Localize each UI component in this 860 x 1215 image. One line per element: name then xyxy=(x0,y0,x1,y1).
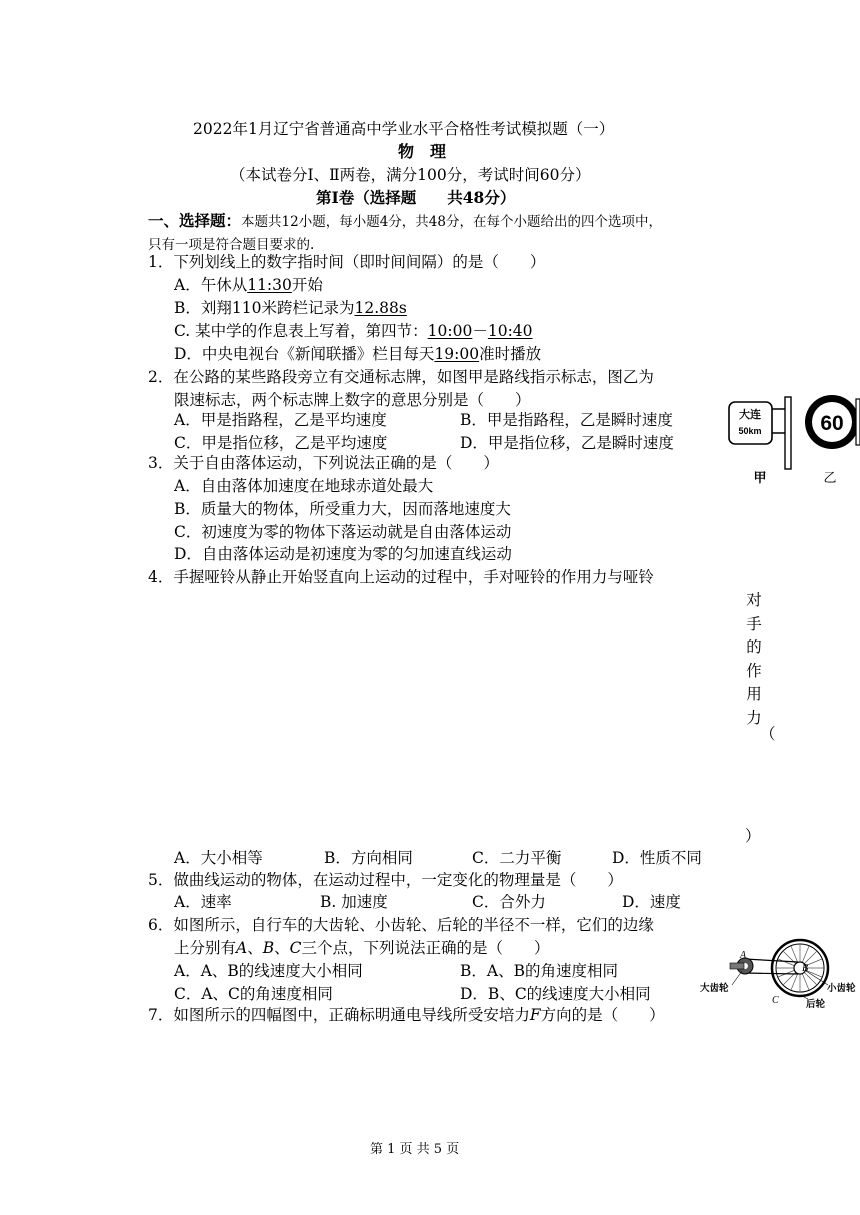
section-heading: 一、选择题： xyxy=(148,211,242,230)
section-instruction-line1 xyxy=(148,210,662,233)
q4-stem: 4．手握哑铃从静止开始竖直向上运动的过程中，手对哑铃的作用力与哑铃 xyxy=(148,568,654,586)
q1-option-d: D．中央电视台《新闻联播》栏目每天19:00准时播放 xyxy=(174,345,542,363)
q5-option-a: A．速率 xyxy=(174,893,232,911)
q6-stem-line1: 6．如图所示，自行车的大齿轮、小齿轮、后轮的半径不一样，它们的边缘 xyxy=(148,916,654,934)
q6-option-c: C．A、C的角速度相同 xyxy=(174,985,333,1003)
q2-option-a: A．甲是指路程，乙是平均速度 xyxy=(174,411,387,429)
q6-stem-line2: 上分别有A、B、C三个点，下列说法正确的是（ ） xyxy=(174,939,550,957)
section-instruction-line2: 只有一项是符合题目要求的. xyxy=(148,237,315,253)
q5-option-c: C．合外力 xyxy=(472,893,546,911)
q3-option-b: B．质量大的物体，所受重力大，因而落地速度大 xyxy=(174,500,511,518)
label-jia: 甲 xyxy=(753,470,767,485)
q3-option-a: A．自由落体加速度在地球赤道处最大 xyxy=(174,477,434,495)
q3-stem: 3．关于自由落体运动，下列说法正确的是（ ） xyxy=(148,454,499,472)
speed-limit-sign-yi xyxy=(805,395,860,449)
q6-option-b: B．A、B的角速度相同 xyxy=(460,962,618,980)
section-instruction-text: 本题共12小题，每小题4分，共48分，在每个小题给出的四个选项中， xyxy=(241,214,662,230)
exam-title: 2022年1月辽宁省普通高中学业水平合格性考试模拟题（一） xyxy=(193,120,615,138)
q2-stem-line1: 2．在公路的某些路段旁立有交通标志牌，如图甲是路线指示标志，图乙为 xyxy=(148,368,654,386)
subject-title: 物 理 xyxy=(398,142,447,161)
rear-wheel xyxy=(772,940,828,996)
label-yi: 乙 xyxy=(823,470,837,485)
fig-label-c: C xyxy=(772,995,779,1006)
q4-option-b: B．方向相同 xyxy=(324,849,413,867)
fig-label-rear-wheel: 后轮 xyxy=(806,999,826,1010)
q2-stem-line2: 限速标志，两个标志牌上数字的意思分别是（ ） xyxy=(174,391,531,409)
q1-option-c: C. 某中学的作息表上写着，第四节：10:00－10:40 xyxy=(174,322,533,340)
q3-option-c: C．初速度为零的物体下落运动就是自由落体运动 xyxy=(174,523,512,541)
q1-option-b: B．刘翔110米跨栏记录为12.88s xyxy=(174,299,407,317)
q5-option-b: B. 加速度 xyxy=(320,893,388,911)
q2-option-b: B．甲是指路程，乙是瞬时速度 xyxy=(460,411,673,429)
q3-option-d: D．自由落体运动是初速度为零的匀加速直线运动 xyxy=(174,545,512,563)
speed-limit-value: 60 xyxy=(820,412,844,435)
q5-option-d: D．速度 xyxy=(622,893,681,911)
q4-option-d: D．性质不同 xyxy=(612,849,702,867)
exam-note: （本试卷分Ⅰ、Ⅱ两卷，满分100分，考试时间60分） xyxy=(230,166,591,184)
fig-label-small-gear: 小齿轮 xyxy=(827,983,856,994)
fig-label-b: B xyxy=(802,963,809,974)
q7-stem: 7．如图所示的四幅图中，正确标明通电导线所受安培力F方向的是（ ） xyxy=(148,1006,665,1024)
q5-stem: 5．做曲线运动的物体，在运动过程中，一定变化的物理量是（ ） xyxy=(148,871,623,889)
fig-label-big-gear: 大齿轮 xyxy=(700,983,729,994)
bicycle-gears-figure xyxy=(700,935,860,1015)
q6-option-a: A．A、B的线速度大小相同 xyxy=(174,962,363,980)
q4-paren-close: ） xyxy=(745,827,761,845)
q4-option-c: C．二力平衡 xyxy=(472,849,562,867)
traffic-signs-figure xyxy=(722,385,860,490)
route-sign-jia xyxy=(729,397,791,469)
part-title: 第Ⅰ卷（选择题 共48分） xyxy=(316,188,516,207)
q2-option-d: D．甲是指位移，乙是瞬时速度 xyxy=(460,434,674,452)
route-sign-distance: 50km xyxy=(738,426,762,436)
q2-option-c: C．甲是指位移，乙是平均速度 xyxy=(174,434,388,452)
fig-label-a: A xyxy=(740,950,747,961)
q1-stem: 1．下列划线上的数字指时间（即时间间隔）的是（ ） xyxy=(148,253,546,271)
q4-vertical-text: 对 手 的 作 用 力 xyxy=(746,591,762,727)
route-sign-city: 大连 xyxy=(739,409,761,421)
q1-option-a: A．午休从11:30开始 xyxy=(174,276,323,294)
q4-option-a: A．大小相等 xyxy=(174,849,263,867)
q4-paren-open: （ xyxy=(760,725,776,743)
q6-option-d: D．B、C的线速度大小相同 xyxy=(460,985,651,1003)
page-footer: 第 1 页 共 5 页 xyxy=(370,1142,460,1157)
